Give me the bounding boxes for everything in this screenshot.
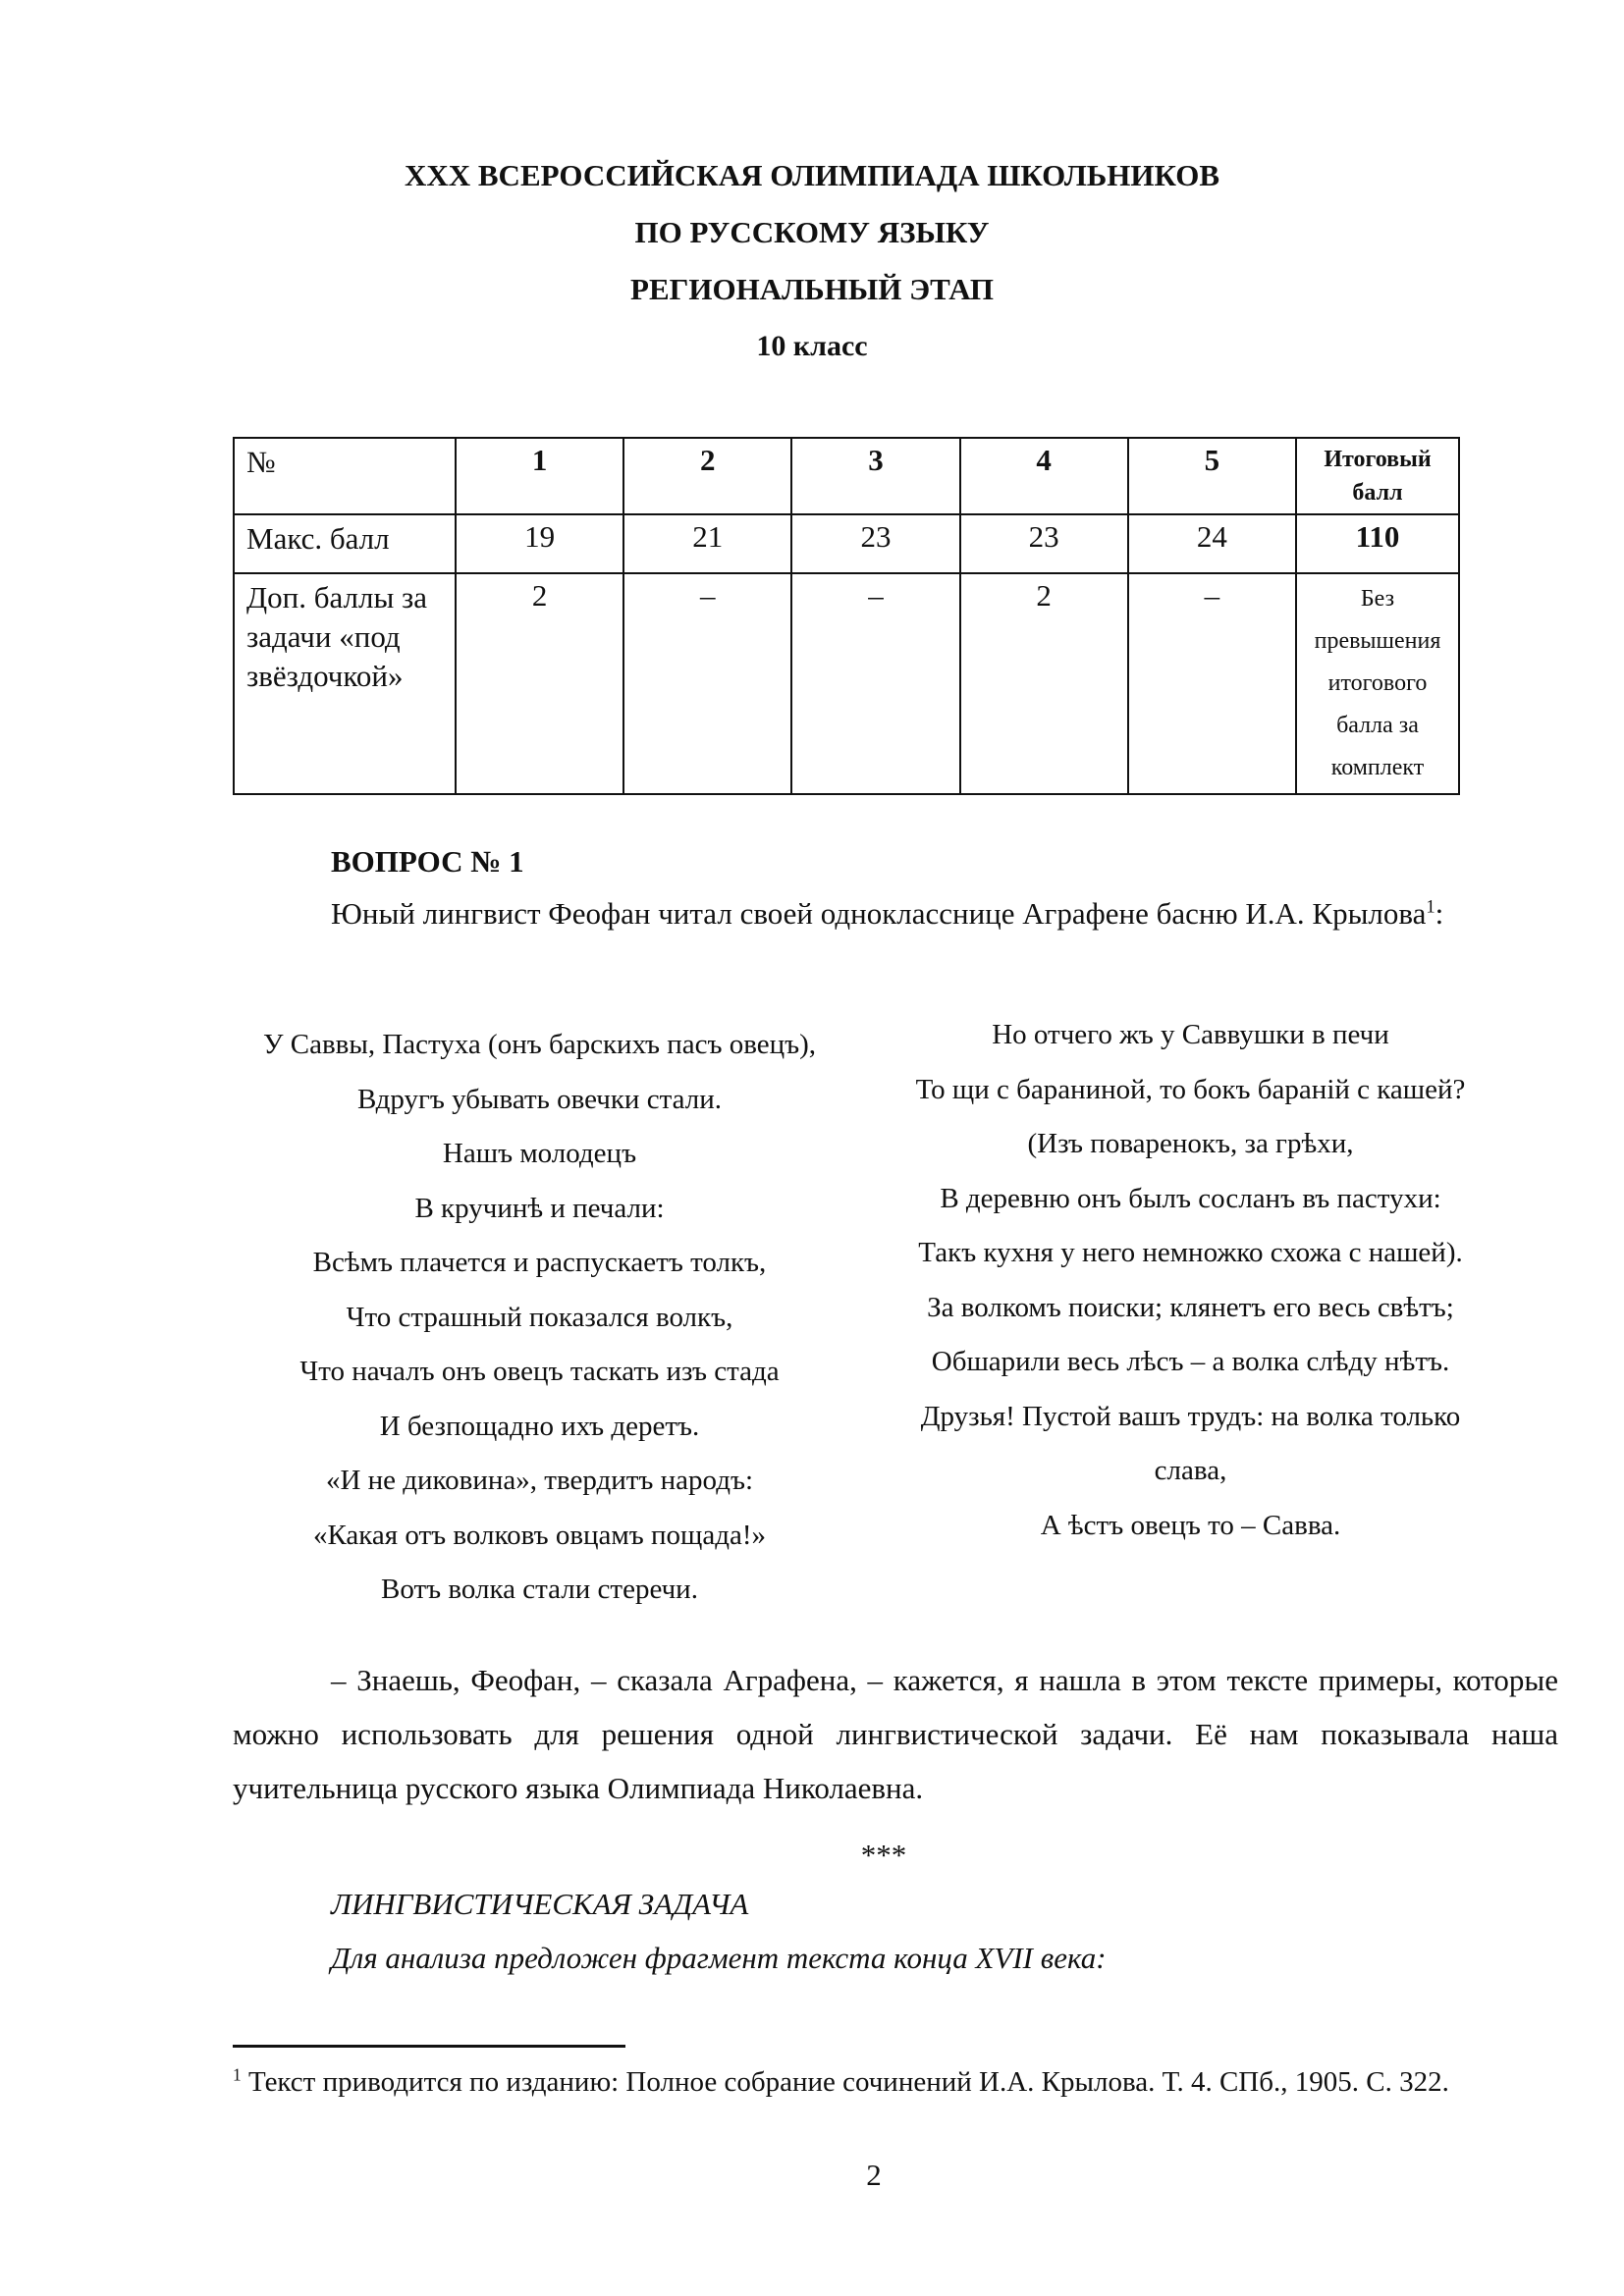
table-cell: Доп. баллы за задачи «под звёздочкой» bbox=[234, 573, 456, 794]
poem-line: В кручинѣ и печали: bbox=[414, 1192, 665, 1224]
class-label: 10 класс bbox=[756, 330, 868, 362]
header-line-1: XXX ВСЕРОССИЙСКАЯ ОЛИМПИАДА ШКОЛЬНИКОВ bbox=[404, 158, 1220, 192]
poem-left-column bbox=[233, 1018, 846, 1618]
table-cell: – bbox=[1128, 573, 1296, 794]
table-cell: 4 bbox=[960, 438, 1128, 514]
table-cell: 19 bbox=[456, 514, 623, 573]
section-separator: *** bbox=[860, 1838, 907, 1872]
table-cell: 24 bbox=[1128, 514, 1296, 573]
table-cell: Без превышения итогового балла за комплект bbox=[1296, 573, 1459, 794]
table-row bbox=[234, 573, 1459, 794]
intro-text: Юный лингвист Феофан читал своей однокласснице Аграфене басню И.А. Крылова bbox=[331, 896, 1427, 931]
table-cell: 2 bbox=[623, 438, 791, 514]
poem-line: А ѣстъ овецъ то – Савва. bbox=[1040, 1509, 1341, 1541]
document-header bbox=[0, 147, 1624, 375]
table-cell: 3 bbox=[791, 438, 959, 514]
poem-line: То щи с бараниной, то бокъ бараній с кашей? bbox=[915, 1073, 1466, 1105]
intro-tail: : bbox=[1435, 896, 1444, 931]
footnote-ref: 1 bbox=[1426, 896, 1435, 918]
header-line-2: ПО РУССКОМУ ЯЗЫКУ bbox=[634, 215, 990, 249]
task-subtitle: Для анализа предложен фрагмент текста конца XVII века: bbox=[331, 1941, 1107, 1975]
poem-line: Обшарили весь лѣсъ – а волка слѣду нѣтъ. bbox=[931, 1346, 1450, 1377]
table-cell: Макс. балл bbox=[234, 514, 456, 573]
table-row bbox=[234, 514, 1459, 573]
table-cell: – bbox=[623, 573, 791, 794]
poem-line: Нашъ молодецъ bbox=[442, 1138, 637, 1169]
dialogue-paragraph: – Знаешь, Феофан, – сказала Аграфена, – кажется, я нашла в этом тексте примеры, которые можно использовать для решения одной лингвистической задачи. Её нам показывала наша учительница русского языка Олимпиада Николаевна. bbox=[233, 1663, 1558, 1805]
poem-line: (Изъ поваренокъ, за грѣхи, bbox=[1027, 1128, 1354, 1159]
poem-line: Такъ кухня у него немножко схожа с нашей). bbox=[918, 1237, 1463, 1268]
table-cell: № bbox=[234, 438, 456, 514]
poem-line: слава, bbox=[1154, 1455, 1227, 1486]
footnote-text: Текст приводится по изданию: Полное собрание сочинений И.А. Крылова. Т. 4. СПб., 1905. С. 322. bbox=[241, 2066, 1449, 2098]
poem-line: Друзья! Пустой вашъ трудъ: на волка только bbox=[920, 1400, 1461, 1432]
table-cell: 1 bbox=[456, 438, 623, 514]
table-cell: 5 bbox=[1128, 438, 1296, 514]
table-cell: 23 bbox=[791, 514, 959, 573]
poem-right-column bbox=[884, 1008, 1497, 1553]
poem-line: В деревню онъ былъ сосланъ въ пастухи: bbox=[940, 1182, 1441, 1214]
table-cell: 110 bbox=[1296, 514, 1459, 573]
table-cell: – bbox=[791, 573, 959, 794]
poem-line: Что страшный показался волкъ, bbox=[346, 1301, 733, 1333]
table-cell: 21 bbox=[623, 514, 791, 573]
table-cell: 23 bbox=[960, 514, 1128, 573]
poem-line: За волкомъ поиски; клянетъ его весь свѣтъ; bbox=[927, 1291, 1454, 1323]
table-cell: Итоговый балл bbox=[1296, 438, 1459, 514]
footnote-divider bbox=[233, 2045, 625, 2048]
question-title: ВОПРОС № 1 bbox=[331, 844, 524, 879]
poem-line: «И не диковина», твердитъ народъ: bbox=[325, 1465, 754, 1496]
task-title: ЛИНГВИСТИЧЕСКАЯ ЗАДАЧА bbox=[331, 1887, 749, 1921]
poem-line: У Саввы, Пастуха (онъ барскихъ пасъ овецъ), bbox=[262, 1029, 817, 1060]
poem-line: И безпощадно ихъ деретъ. bbox=[379, 1410, 700, 1442]
table-cell: 2 bbox=[960, 573, 1128, 794]
poem-line: Но отчего жъ у Саввушки в печи bbox=[992, 1019, 1389, 1050]
table-header-row bbox=[234, 438, 1459, 514]
poem-line: Всѣмъ плачется и распускаетъ толкъ, bbox=[312, 1247, 767, 1278]
page-number: 2 bbox=[866, 2158, 882, 2192]
question-intro bbox=[233, 886, 1558, 940]
footnote bbox=[233, 2061, 1509, 2103]
poem-line: «Какая отъ волковъ овцамъ пощада!» bbox=[312, 1519, 767, 1551]
score-table bbox=[233, 437, 1460, 795]
header-line-3: РЕГИОНАЛЬНЫЙ ЭТАП bbox=[630, 272, 994, 306]
poem-line: Что началъ онъ овецъ таскать изъ стада bbox=[299, 1356, 780, 1387]
poem-line: Вдругъ убывать овечки стали. bbox=[357, 1083, 722, 1115]
poem-line: Вотъ волка стали стеречи. bbox=[381, 1574, 698, 1605]
footnote-mark: 1 bbox=[233, 2064, 242, 2085]
table-cell: 2 bbox=[456, 573, 623, 794]
